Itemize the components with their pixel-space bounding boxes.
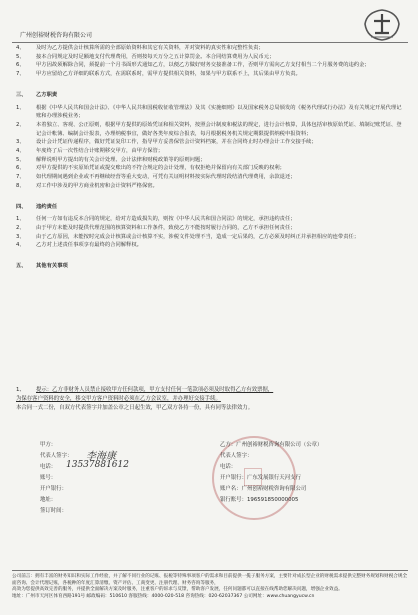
section-heading: 五、 其他有关事项 bbox=[16, 263, 68, 270]
party-b-account-name: 账户名：广州创裕财税咨询有限公司 bbox=[220, 486, 307, 492]
signature-block bbox=[40, 440, 400, 540]
party-a-address-label: 地址： bbox=[40, 497, 57, 503]
footer-line: 公司前言：拥有丰富的财务知识和实际工作经验，并了解不同行业的记账、报税等特殊事项客户的需求和目前提供一揽子服务方案，主要针对成长型企业的财税需求提供完整财务规划和财税合规全面咨询、会计代理记账，各税种的年度汇算清缴、资产评估、工商变更、注册代理、财务咨询等服务， bbox=[12, 574, 408, 586]
list-item: 5、 接本合同规定及时足额地支付代理费用，否则按每天万分之五计算罚金。本合同结算费用为人民币元； bbox=[16, 53, 275, 60]
list-item: 3、 设计会计凭证传递程序，做好凭证复印工作，指导甲方妥善保管会计资料档案，并在合同终止时办理会计工作交接手续； bbox=[16, 139, 317, 146]
list-item: 2、 由于甲方未能及时提供代理范围的核算资料和工作条件，致使乙方不能按时履行合同的，乙方不承担任何责任； bbox=[16, 224, 296, 231]
party-a-account-label: 账号： bbox=[40, 475, 57, 481]
list-item: 4、 乙方对上述责任事项享有最终的合同解释权。 bbox=[16, 242, 142, 249]
list-item: 5、 解释说明甲方提出的有关会计处理、会计法律和财税政策等的原则问题； bbox=[16, 156, 206, 163]
party-b-block bbox=[220, 440, 410, 506]
notice-item: 1、 提示：乙方非财务人员禁止接收甲方任何款项，甲方支付任何一笔款项必须及时取得乙方有效票据， bbox=[16, 387, 274, 393]
list-item: 4、 及时为乙方提供会计核算所需的全部原始资料和其它有关资料，并对资料的真实性和完整性负责； bbox=[16, 45, 264, 51]
notice-line: 提示：乙方非财务人员禁止接收甲方任何款项，甲方支付任何一笔款项必须及时取得乙方有效票据， bbox=[36, 387, 274, 393]
contract-body bbox=[16, 44, 406, 275]
document-footer bbox=[12, 570, 408, 600]
section-heading: 四、 违约责任 bbox=[16, 203, 58, 210]
party-a-phone-label: 电话： bbox=[40, 464, 57, 470]
party-a-bank-label: 开户银行： bbox=[40, 486, 67, 492]
list-item: 7、 如代理期间遇到企业或不再继续经营等重大变动，可凭有关证明材料按实际代理时段结清代理费用，余款退还； bbox=[16, 174, 296, 181]
validity-clause: 本合同一式二份，自双方代表签字并加盖公章之日起生效，甲乙双方各持一份，具有同等法律效力。 bbox=[16, 405, 254, 411]
notice-block bbox=[16, 386, 406, 413]
footer-contact: 地址：广州市天河区体育西路191号 邮政编码：510610 客服热线：4000-020-518 咨询热线：020-62037367 公司网址：www.chuangyucw.cn bbox=[12, 593, 315, 599]
party-b-label: 乙方：广州创裕财税咨询有限公司（公章） bbox=[220, 442, 323, 448]
party-a-rep-label: 代表人签字： bbox=[40, 453, 73, 459]
list-item: 8、 对工作中涉及的甲方商业机密和会计资料严格保密。 bbox=[16, 182, 158, 189]
party-a-phone-handwritten: 13537881612 bbox=[66, 460, 129, 470]
document-header bbox=[12, 8, 408, 43]
list-item: 2、 本着独立、客观、公正原则，根据甲方提供的原始凭证和相关资料，按照会计制度和税法的规定，进行会计核算，具体包括审核原始凭证、填制记账凭证、登记会计帐簿、编制会计报表，办理纳税事宜，做好各类年度综合报表，每月根据税务机关规定期限提供纳税申报资料； bbox=[16, 121, 402, 137]
notice-line: 为保存客户资料的安全，移交甲方客户资料时必须在乙方会议室，并办理好交接手续。 bbox=[16, 396, 221, 402]
party-a-block bbox=[40, 440, 190, 517]
party-a-signature: 李海康 bbox=[86, 451, 116, 462]
list-item: 4、 年度终了后一次性结合计账期移交甲方，由甲方保管； bbox=[16, 148, 164, 155]
party-b-bank-label: 开户银行：广东发展银行天河支行 bbox=[220, 475, 301, 481]
section-heading: 三、 乙方职责 bbox=[16, 91, 58, 98]
footer-line: 高效为您提供高效完善的服务，并提供全面解决方案及时服务，注重客户的诉求与反馈，帮助客户发展，任何问题都可以直接在线帮助您解决问题，增强企业效益。 bbox=[12, 587, 343, 593]
party-b-account-number: 银行账号：196591850000005 bbox=[220, 497, 299, 503]
company-name: 广州创裕财税咨询有限公司 bbox=[20, 32, 93, 39]
list-item: 1、 任何一方如有违反本合同的规定，给对方造成损失的，则按《中华人民共和国合同法》的规定，承担违约责任； bbox=[16, 216, 296, 223]
party-a-label: 甲方： bbox=[40, 442, 57, 448]
sign-date-label: 签订时间： bbox=[40, 508, 67, 514]
list-item: 7、 甲方应留给乙方详细的联系方式，在需联系时，需甲方提供相关资料，如果与甲方联系不上，其后果由甲方负责。 bbox=[16, 71, 301, 78]
list-item: 3、 由于乙方原因，未能按时完成会计核算或会计核算不实，涉税文件处理不当，造成一定后果的，乙方必须及时纠正并承担相应的连带责任； bbox=[16, 233, 360, 240]
party-b-rep-label: 代表人签字： bbox=[220, 453, 253, 459]
company-logo-icon bbox=[362, 8, 402, 42]
list-item: 1、 根据《中华人民共和国会计法》、《中华人民共和国税收征收管理法》及其《实施细则》以及国家税务总局颁发的《税务代理试行办法》及有关规定开展代理记账和办理涉税业务； bbox=[16, 104, 402, 120]
list-item: 6、 对甲方提供的不实原始凭证或提交账出的不符合规定的会计处理，有权拒绝并保留向有关部门反映的权利； bbox=[16, 165, 285, 172]
list-item: 6、 甲方因故须解除合同，须提前一个月书面形式通知乙方，以便乙方做好财务交接准备工作，否则甲方需向乙方支付相当二个月服务费的违约金； bbox=[16, 62, 370, 69]
party-b-phone-label: 电话： bbox=[220, 464, 237, 470]
